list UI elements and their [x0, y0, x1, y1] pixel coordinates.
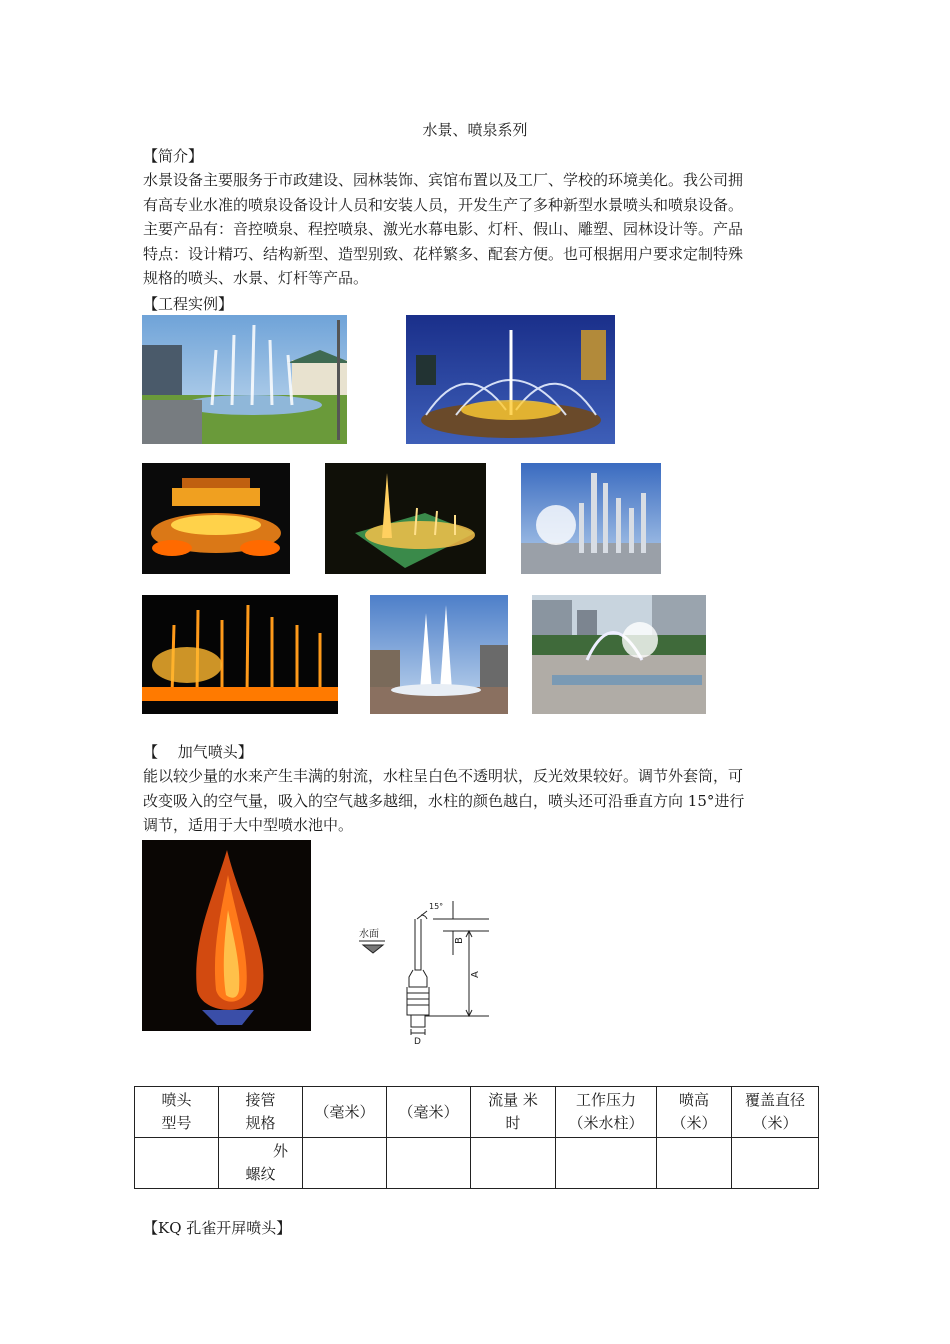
aerated-jet-photo [142, 840, 311, 1031]
header-cell-flow: 流量 米 时 [471, 1087, 556, 1138]
fountain-photo-night-arc [406, 315, 615, 444]
table-cell [732, 1138, 819, 1189]
water-surface-label: 水面 [359, 929, 379, 940]
kq-heading: 【KQ 孔雀开屏喷头】 [143, 1219, 292, 1237]
nozzle-diagram [355, 895, 495, 1045]
cases-heading: 【工程实例】 [143, 295, 234, 313]
aerated-line: 能以较少量的水来产生丰满的射流，水柱呈白色不透明状，反光效果较好。调节外套筒，可 [143, 767, 744, 785]
header-cell-pipe-spec: 接管 规格 [219, 1087, 303, 1138]
header-cell-coverage: 覆盖直径 （米） [732, 1087, 819, 1138]
intro-line: 特点：设计精巧、结构新型、造型别致、花样繁多、配套方便。也可根据用户要求定制特殊 [143, 244, 744, 263]
table-cell [135, 1138, 219, 1189]
intro-line: 有高专业水准的喷泉设备设计人员和安装人员，开发生产了多种新型水景喷头和喷泉设备。 [143, 195, 744, 214]
aerated-line: 调节，适用于大中型喷水池中。 [143, 816, 354, 834]
fountain-photo-sphere-plaza [532, 595, 706, 714]
table-cell [657, 1138, 732, 1189]
dimension-a-label: A [470, 971, 481, 978]
angle-label: 15° [429, 902, 444, 911]
table-cell [303, 1138, 387, 1189]
fountain-photo-steel-columns [521, 463, 661, 574]
dimension-d-label: D [414, 1037, 421, 1045]
aerated-paragraph [143, 764, 813, 838]
header-cell-pressure: 工作压力 （米水柱） [556, 1087, 657, 1138]
page-title: 水景、喷泉系列 [422, 121, 528, 139]
dimension-b-label: B [454, 937, 465, 944]
table-row [135, 1138, 819, 1189]
table-cell [556, 1138, 657, 1189]
intro-line: 规格的喷头、水景、灯杆等产品。 [143, 269, 369, 287]
table-cell [471, 1138, 556, 1189]
table-cell-thread: 外 螺纹 [219, 1138, 303, 1189]
intro-line: 主要产品有：音控喷泉、程控喷泉、激光水幕电影、灯杆、假山、雕塑、园林设计等。产品 [143, 220, 744, 238]
aerated-heading: 【 加气喷头】 [143, 743, 253, 761]
intro-paragraph [143, 168, 813, 291]
intro-line: 水景设备主要服务于市政建设、园林装饰、宾馆布置以及工厂、学校的环境美化。我公司拥 [143, 171, 744, 189]
fountain-photo-night-orange-wall [142, 595, 338, 714]
header-cell-model: 喷头 型号 [135, 1087, 219, 1138]
fountain-photo-twin-jets [370, 595, 508, 714]
spec-table [134, 1086, 819, 1189]
fountain-photo-golden-jet [325, 463, 486, 574]
fountain-photo-plaza-day [142, 315, 347, 444]
header-cell-mm-1: （毫米） [303, 1087, 387, 1138]
header-cell-mm-2: （毫米） [387, 1087, 471, 1138]
intro-heading: 【简介】 [143, 147, 204, 165]
table-cell [387, 1138, 471, 1189]
aerated-line: 改变吸入的空气量，吸入的空气越多越细，水柱的颜色越白，喷头还可沿垂直方向 15°进行 [143, 791, 745, 810]
fountain-photo-night-palace [142, 463, 290, 574]
table-header-row [135, 1087, 819, 1138]
header-cell-height: 喷高 （米） [657, 1087, 732, 1138]
